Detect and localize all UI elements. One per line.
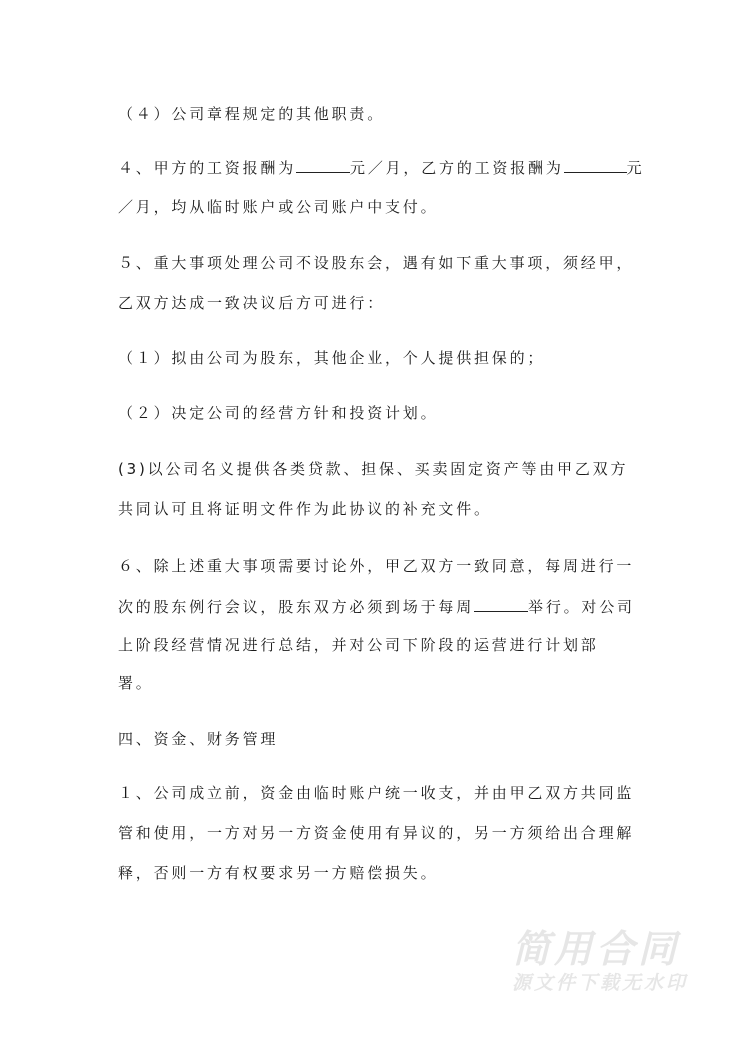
- text-segment: （２）决定公司的经营方针和投资计划。: [118, 404, 439, 422]
- text-line: [118, 556, 634, 576]
- text-segment: 共同认可且将证明文件作为此协议的补充文件。: [118, 500, 492, 518]
- text-line: [118, 635, 599, 655]
- fill-in-blank: [564, 157, 627, 173]
- text-line: [118, 293, 385, 313]
- text-line: [118, 783, 634, 803]
- text-segment: ６、除上述重大事项需要讨论外，甲乙双方一致同意，每周进行一: [118, 557, 635, 575]
- watermark-subtitle: 源文件下载无水印: [512, 972, 689, 994]
- text-segment: １、公司成立前，资金由临时账户统一收支，并由甲乙双方共同监: [118, 784, 635, 802]
- text-segment: （１）拟由公司为股东，其他企业，个人提供担保的；: [118, 349, 546, 367]
- text-line: [118, 863, 438, 883]
- text-line: [118, 596, 635, 617]
- text-line: [118, 157, 644, 178]
- text-segment: 举行。对公司: [528, 598, 635, 616]
- text-segment: 次的股东例行会议，股东双方必须到场于每周: [118, 598, 475, 616]
- fill-in-blank: [296, 157, 350, 173]
- text-segment: 上阶段经营情况进行总结，并对公司下阶段的运营进行计划部: [118, 636, 599, 654]
- text-line: [118, 104, 385, 124]
- text-segment: 乙双方达成一致决议后方可进行：: [118, 294, 386, 312]
- text-line: [118, 673, 154, 693]
- text-line: [118, 403, 438, 423]
- text-line: [118, 253, 634, 273]
- text-segment: 元／月，乙方的工资报酬为: [350, 159, 564, 177]
- text-line: [118, 729, 278, 749]
- text-line: [118, 348, 545, 368]
- watermark-title: 简用合同: [512, 927, 681, 971]
- text-segment: ／月，均从临时账户或公司账户中支付。: [118, 198, 439, 216]
- text-segment: 署。: [118, 674, 154, 692]
- text-line: [118, 459, 628, 479]
- text-segment: 元: [626, 159, 645, 177]
- text-line: [118, 197, 438, 217]
- text-segment: ５、重大事项处理公司不设股东会，遇有如下重大事项，须经甲，: [118, 254, 635, 272]
- text-segment: 四、资金、财务管理: [118, 730, 279, 748]
- text-segment: ４、甲方的工资报酬为: [118, 159, 297, 177]
- text-line: [118, 823, 634, 843]
- text-line: [118, 499, 492, 519]
- text-segment: (3)以公司名义提供各类贷款、担保、买卖固定资产等由甲乙双方: [118, 460, 629, 478]
- text-segment: 释，否则一方有权要求另一方赔偿损失。: [118, 864, 439, 882]
- text-segment: （４）公司章程规定的其他职责。: [118, 105, 386, 123]
- text-segment: 管和使用，一方对另一方资金使用有异议的，另一方须给出合理解: [118, 824, 635, 842]
- fill-in-blank: [474, 596, 528, 612]
